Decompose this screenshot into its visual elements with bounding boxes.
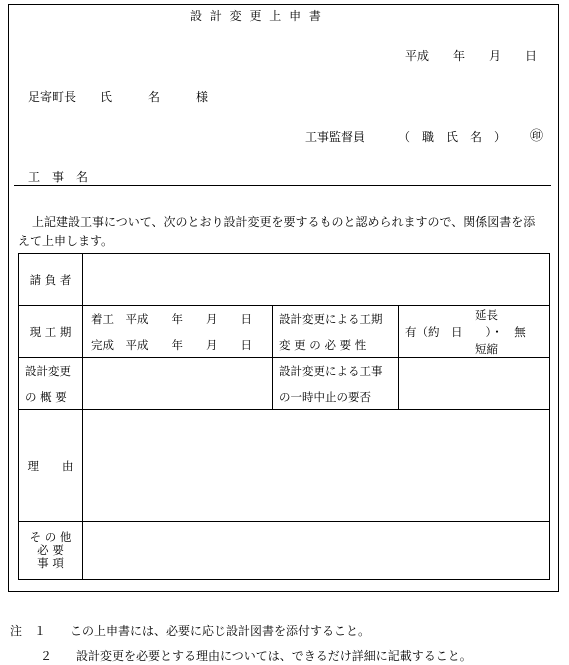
project-name-label: 工 事 名 <box>28 170 89 184</box>
other-label-line3: 事 項 <box>37 556 64 571</box>
seal-mark: ㊞ <box>530 129 544 144</box>
reason-label: 理 由 <box>19 410 83 522</box>
period-dates-cell[interactable] <box>83 306 273 358</box>
contractor-label: 請 負 者 <box>19 254 83 306</box>
suspend-label-line1: 設計変更による工事 <box>279 363 383 378</box>
supervisor-label: 工事監督員 <box>305 130 366 144</box>
period-need-cell <box>273 306 399 358</box>
addressee: 足寄町長 氏 名 様 <box>28 90 209 104</box>
note-2: ２ 設計変更を必要とする理由については、できるだけ詳細に記載すること。 <box>40 649 472 663</box>
outline-field[interactable] <box>83 358 273 410</box>
suspend-label-line2: の一時中止の要否 <box>279 389 371 404</box>
date-line: 平成 年 月 日 <box>405 49 538 63</box>
period-label: 現 工 期 <box>19 306 83 358</box>
intro-text-line1: 上記建設工事について、次のとおり設計変更を要するものと認められますので、関係図書を添 <box>32 215 536 229</box>
outline-label-cell <box>19 358 83 410</box>
supervisor-name: （ 職 氏 名 ） <box>398 130 507 144</box>
outline-label-line1: 設計変更 <box>25 363 71 378</box>
extension-choice: 有（約 日 ）・ 無 <box>405 324 526 339</box>
finish-date-line: 完成 平成 年 月 日 <box>91 337 252 352</box>
extension-top: 延長 <box>475 307 498 322</box>
form-title: 設 計 変 更 上 申 書 <box>190 9 323 23</box>
contractor-field[interactable] <box>83 254 550 306</box>
suspend-field[interactable] <box>399 358 550 410</box>
note-1: 注 １ この上申書には、必要に応じ設計図書を添付すること。 <box>10 624 371 638</box>
period-need-line1: 設計変更による工期 <box>279 311 383 326</box>
extension-bottom: 短縮 <box>475 341 498 356</box>
other-label-line2: 必 要 <box>37 542 64 557</box>
start-date-line: 着工 平成 年 月 日 <box>91 311 252 326</box>
period-need-line2: 変 更 の 必 要 性 <box>279 337 367 352</box>
other-field[interactable] <box>83 522 550 580</box>
application-table <box>18 253 550 580</box>
reason-field[interactable] <box>83 410 550 522</box>
suspend-label-cell <box>273 358 399 410</box>
extension-cell[interactable] <box>399 306 550 358</box>
other-label-cell <box>19 522 83 580</box>
project-name-underline <box>14 185 551 186</box>
outline-label-line2: の 概 要 <box>25 389 67 404</box>
other-label-line1: そ の 他 <box>29 529 72 544</box>
intro-text-line2: えて上申します。 <box>18 234 114 248</box>
